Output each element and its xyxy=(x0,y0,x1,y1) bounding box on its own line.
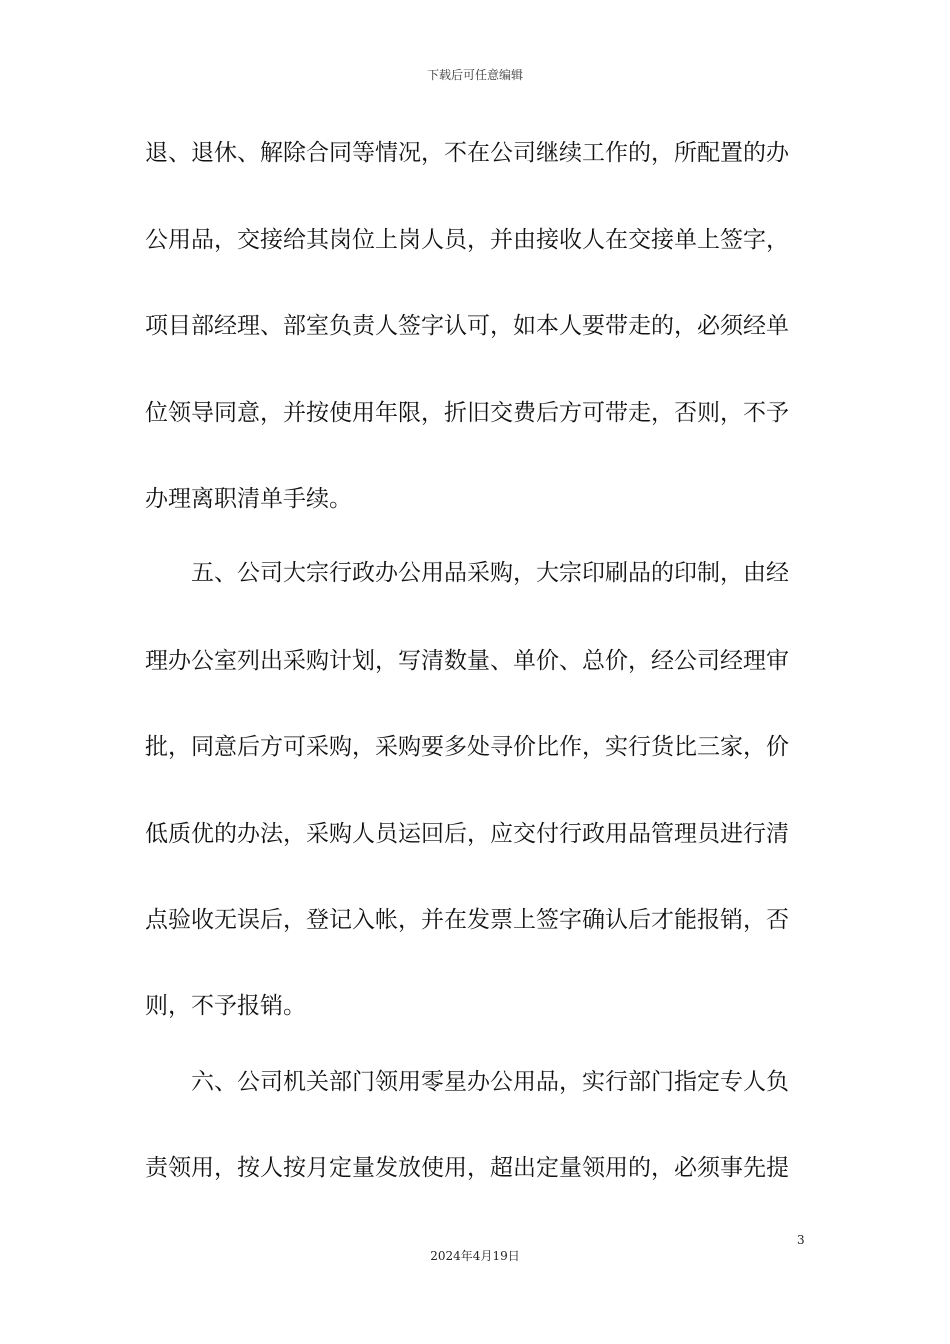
text-line: 项目部经理、部室负责人签字认可，如本人要带走的，必须经单 xyxy=(145,313,789,339)
text-line: 位领导同意，并按使用年限，折旧交费后方可带走，否则，不予 xyxy=(145,400,789,426)
footer-date: 2024年4月19日 xyxy=(430,1249,520,1263)
text-line: 点验收无误后，登记入帐，并在发票上签字确认后才能报销，否 xyxy=(145,907,789,933)
text-line: 五、公司大宗行政办公用品采购，大宗印刷品的印制，由经 xyxy=(145,560,789,586)
text-line: 批，同意后方可采购，采购要多处寻价比作，实行货比三家，价 xyxy=(145,734,789,760)
text-line: 公用品，交接给其岗位上岗人员，并由接收人在交接单上签字， xyxy=(145,227,789,253)
text-line: 责领用，按人按月定量发放使用，超出定量领用的，必须事先提 xyxy=(145,1155,789,1181)
text-line: 低质优的办法，采购人员运回后，应交付行政用品管理员进行清 xyxy=(145,821,789,847)
text-line: 则，不予报销。 xyxy=(145,993,306,1019)
page-number: 3 xyxy=(797,1233,805,1247)
text-line: 理办公室列出采购计划，写清数量、单价、总价，经公司经理审 xyxy=(145,648,789,674)
text-line: 六、公司机关部门领用零星办公用品，实行部门指定专人负 xyxy=(145,1069,789,1095)
header-note: 下载后可任意编辑 xyxy=(426,68,523,82)
text-line: 退、退休、解除合同等情况，不在公司继续工作的，所配置的办 xyxy=(145,140,789,166)
text-line: 办理离职清单手续。 xyxy=(145,486,352,512)
